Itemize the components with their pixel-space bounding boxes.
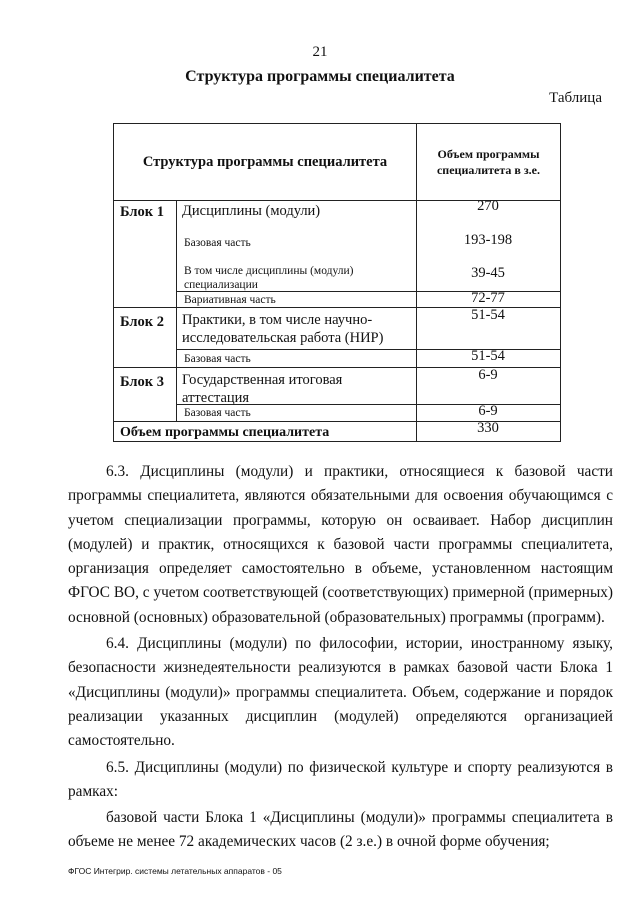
value-final-attestation: 6-9 [478,367,498,383]
body-text [68,460,613,855]
block-2-label: Блок 2 [120,314,165,330]
row-base-part-3: Базовая часть [184,407,251,419]
row-practices: Практики, в том числе научно-исследовательская работа (НИР) [182,312,384,346]
block-3-label: Блок 3 [120,374,165,390]
footer: ФГОС Интегрир. системы летательных аппаратов - 05 [68,866,282,876]
row-final-attestation: Государственная итоговая аттестация [182,372,343,406]
value-base-part-2: 51-54 [471,348,505,364]
row-base-part-2: Базовая часть [184,353,251,365]
table-caption: Таблица [549,90,602,106]
program-structure-table [113,123,561,442]
page-number: 21 [312,44,328,60]
value-disciplines: 270 [477,198,499,214]
page-title: Структура программы специалитета [185,68,455,85]
value-specialization: 39-45 [471,265,505,281]
header-volume: Объем программы специалитета в з.е. [416,124,560,200]
header-structure: Структура программы специалитета [142,154,388,170]
table-header [114,124,560,201]
paragraph-6-5: 6.5. Дисциплины (модули) по физической культуре и спорту реализуются в рамках: [68,758,613,800]
paragraph-6-5-item: базовой части Блока 1 «Дисциплины (модули)» программы специалитета в объеме не менее 72 академических часов (2 з.е.) в очной форме обучения; [68,809,613,851]
block-column-divider [176,200,177,421]
block-1-label: Блок 1 [120,204,165,220]
value-practices: 51-54 [471,307,505,323]
total-value: 330 [477,420,499,436]
row-specialization: В том числе дисциплины (модули) специализации [184,265,354,291]
value-base-part-3: 6-9 [478,403,498,419]
row-disciplines: Дисциплины (модули) [182,203,321,219]
row-variable-part: Вариативная часть [184,294,276,306]
total-label: Объем программы специалитета [120,425,330,440]
row-base-part-1: Базовая часть [184,237,251,249]
paragraph-6-3: 6.3. Дисциплины (модули) и практики, относящиеся к базовой части программы специалитета, являются обязательными для освоения обучающимся с учетом специализации программы, которую он осваивает. Набор дисциплин (модулей) и практик, относящихся к базовой части программы специалитета, организация определяет самостоятельно в объеме, установленном настоящим ФГОС ВО, с учетом соответствующей (соответствующих) примерной (примерных) основной (основных) образовательной (образовательных) программы (программ). [68,463,613,626]
value-base-part-1: 193-198 [463,232,513,248]
value-variable-part: 72-77 [471,290,505,306]
paragraph-6-4: 6.4. Дисциплины (модули) по философии, истории, иностранному языку, безопасности жизнедеятельности реализуются в рамках базовой части Блока 1 «Дисциплины (модули)» программы специалитета. Объем, содержание и порядок реализации указанных дисциплин (модулей) определяются организацией самостоятельно. [68,635,613,750]
